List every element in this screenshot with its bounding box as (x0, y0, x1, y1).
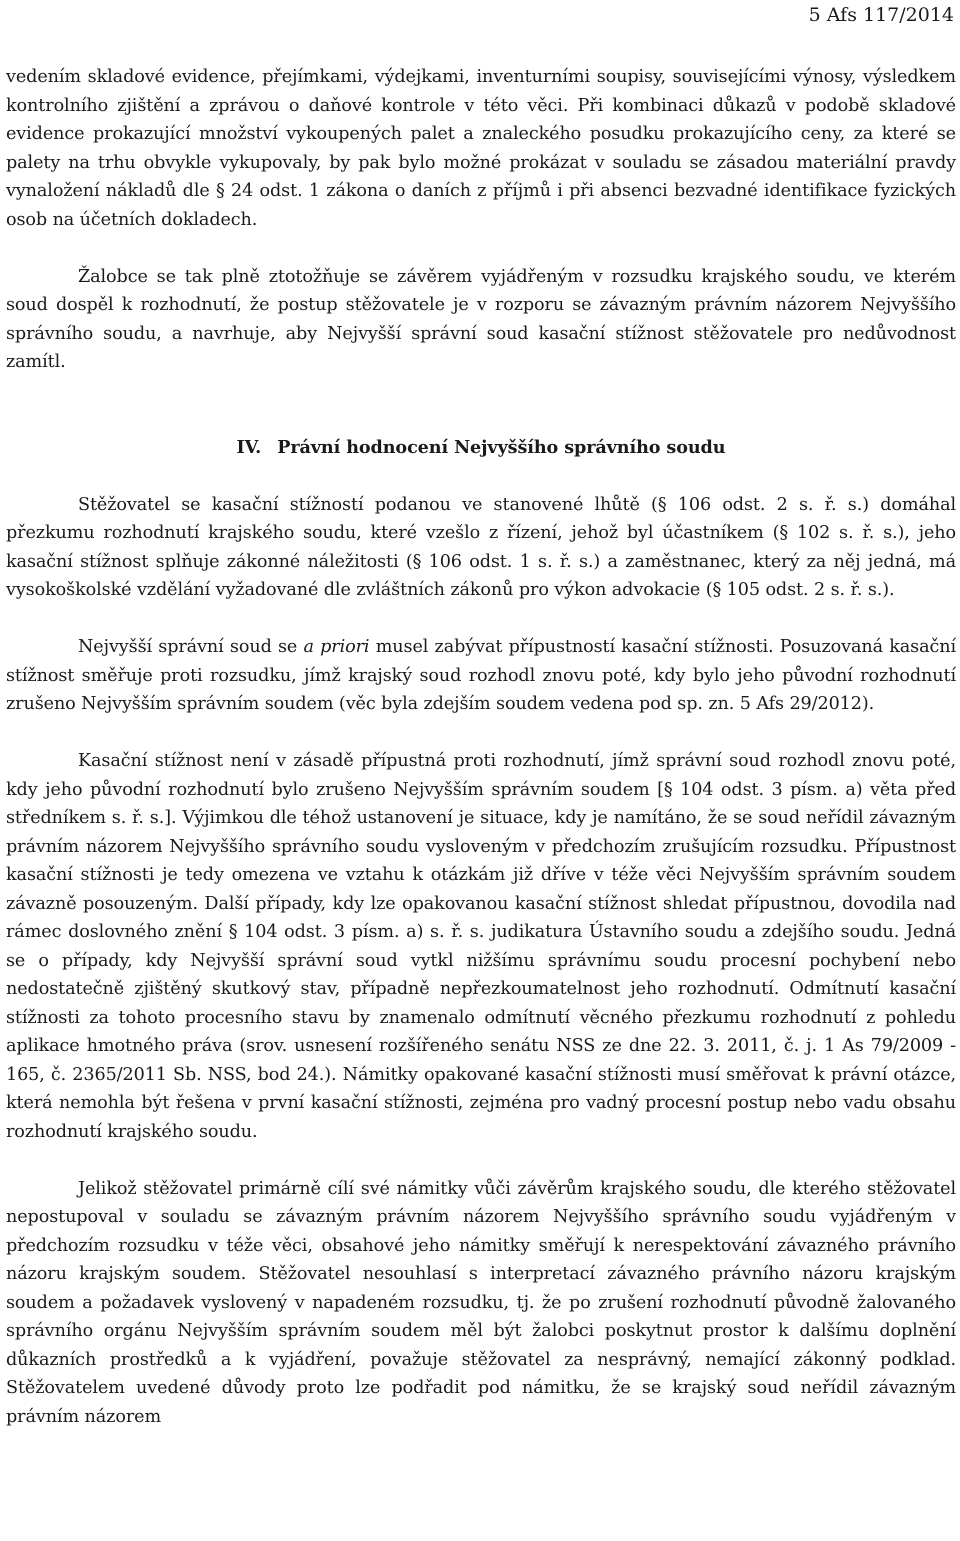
section-heading (6, 405, 956, 462)
paragraph-cassation-rules: Kasační stížnost není v zásadě přípustná proti rozhodnutí, jímž správní soud rozhodl znovu poté, kdy jeho původní rozhodnutí bylo zrušeno Nejvyšším správním soudem [§ 104 odst. 3 písm. a) věta před středníkem s. ř. s.]. Výjimkou dle téhož ustanovení je situace, kdy je namítáno, že se soud neřídil závazným právním názorem Nejvyššího správního soudu vysloveným v předchozím zrušujícím rozsudku. Přípustnost kasační stížnosti je tedy omezena ve vztahu k otázkám již dříve v téže věci Nejvyšším správním soudem závazně posouzeným. Další případy, kdy lze opakovanou kasační stížnost shledat přípustnou, dovodila nad rámec doslovného znění § 104 odst. 3 písm. a) s. ř. s. judikatura Ústavního soudu a zdejšího soudu. Jedná se o případy, kdy Nejvyšší správní soud vytkl nižšímu správnímu soudu procesní pochybení nebo nedostatečně zjištěný skutkový stav, případně nepřezkoumatelnost jeho rozhodnutí. Odmítnutí kasační stížnosti za tohoto procesního stavu by znamenalo odmítnutí věcného přezkumu rozhodnutí z pohledu aplikace hmotného práva (srov. usnesení rozšířeného senátu NSS ze dne 22. 3. 2011, č. j. 1 As 79/2009 - 165, č. 2365/2011 Sb. NSS, bod 24.). Námitky opakované kasační stížnosti musí směřovat k právní otázce, která nemohla být řešena v první kasační stížnosti, zejména pro vadný procesní postup nebo vadu obsahu rozhodnutí krajského soudu. (6, 751, 956, 1142)
section-title: Právní hodnocení Nejvyššího správního soudu (277, 436, 726, 458)
paragraph-complainant-objections: Jelikož stěžovatel primárně cílí své námitky vůči závěrům krajského soudu, dle kterého stěžovatel nepostupoval v souladu se závazným právním názorem Nejvyššího správního soudu vyjádřeným v předchozím rozsudku v téže věci, obsahové jeho námitky směřují k nerespektování závazného právního názoru krajským soudem. Stěžovatel nesouhlasí s interpretací závazného právního názoru krajským soudem a požadavek vyslovený v napadeném rozsudku, tj. že po zrušení rozhodnutí původně žalovaného správního orgánu Nejvyšším správním soudem měl být žalobci poskytnut prostor k dalšímu doplnění důkazních prostředků a k vyjádření, považuje stěžovatel za nesprávný, nemající zákonný podklad. Stěžovatelem uvedené důvody proto lze podřadit pod námitku, že se krajský soud neřídil závazným právním názorem (6, 1178, 956, 1427)
italic-term: a priori (303, 637, 370, 657)
paragraph-admissibility: Stěžovatel se kasační stížností podanou ve stanovené lhůtě (§ 106 odst. 2 s. ř. s.) domáhal přezkumu rozhodnutí krajského soudu, které vzešlo z řízení, jehož byl účastníkem (§ 102 s. ř. s.), jeho kasační stížnost splňuje zákonné náležitosti (§ 106 odst. 1 s. ř. s.) a zaměstnanec, který za něj jedná, má vysokoškolské vzdělání vyžadované dle zvláštních zákonů pro výkon advokacie (§ 105 odst. 2 s. ř. s.). (6, 494, 956, 600)
case-number: 5 Afs 117/2014 (808, 4, 954, 26)
document-body (6, 63, 956, 1460)
section-number: IV. (236, 436, 262, 458)
paragraph-plaintiff-position: Žalobce se tak plně ztotožňuje se závěrem vyjádřeným v rozsudku krajského soudu, ve kterém soud dospěl k rozhodnutí, že postup stěžovatele je v rozporu se závazným právním názorem Nejvyššího správního soudu, a navrhuje, aby Nejvyšší správní soud kasační stížnost stěžovatele pro nedůvodnost zamítl. (6, 266, 956, 372)
text-segment: Nejvyšší správní soud se (78, 637, 304, 657)
paragraph-continuation: vedením skladové evidence, přejímkami, výdejkami, inventurními soupisy, souvisejícími výnosy, výsledkem kontrolního zjištění a zprávou o daňové kontrole v této věci. Při kombinaci důkazů v podobě skladové evidence prokazující množství vykoupených palet a znaleckého posudku prokazujícího ceny, za které se palety na trhu obvykle vykupovaly, by pak bylo možné prokázat v souladu se zásadou materiální pravdy vynaložení nákladů dle § 24 odst. 1 zákona o daních z příjmů i při absenci bezvadné identifikace fyzických osob na účetních dokladech. (6, 67, 956, 230)
paragraph-a-priori (6, 633, 956, 719)
text-segment: musel zabývat přípustností kasační stížnosti. Posuzovaná kasační stížnost směřuje proti rozsudku, jímž krajský soud rozhodl znovu poté, kdy bylo jeho původní rozhodnutí zrušeno Nejvyšším správním soudem (věc byla zdejším soudem vedena pod sp. zn. 5 Afs 29/2012). (6, 637, 956, 714)
